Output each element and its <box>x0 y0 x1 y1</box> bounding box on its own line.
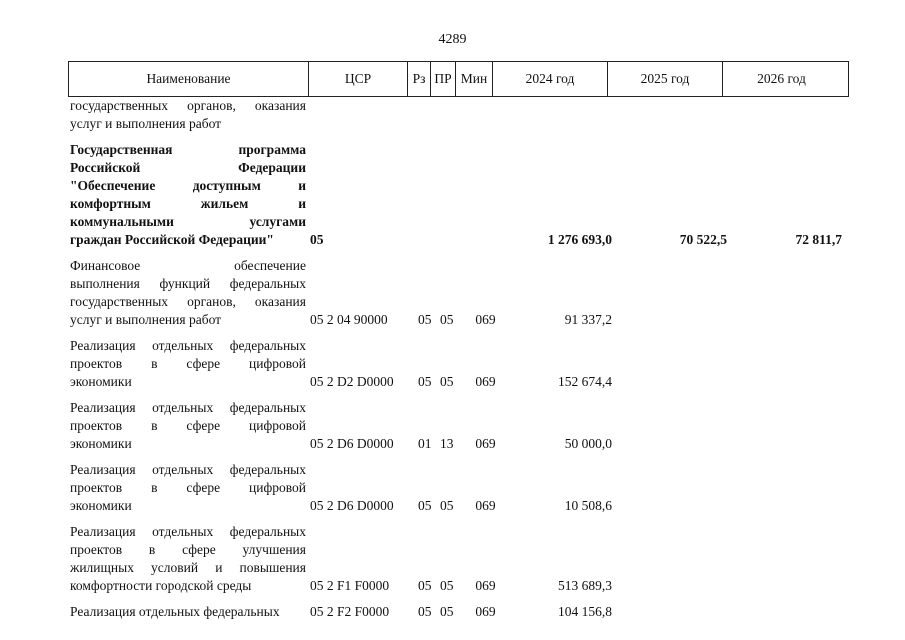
page-number: 4289 <box>438 32 467 47</box>
header-pr: ПР <box>431 62 456 96</box>
row-csr: 05 2 D6 D0000 <box>310 498 394 513</box>
row-name <box>68 141 308 249</box>
row-name-line: Финансовое обеспечение <box>70 258 306 273</box>
row-2024: 10 508,6 <box>564 498 612 513</box>
row-name-line: коммунальными услугами <box>70 214 306 229</box>
row-name-line: "Обеспечение доступным и <box>70 178 306 193</box>
row-rz: 05 <box>418 498 432 513</box>
row-name-line: Реализация отдельных федеральных <box>70 524 306 539</box>
row-name-line: жилищных условий и повышения <box>70 560 306 575</box>
table-header <box>68 61 849 97</box>
row-csr: 05 <box>310 232 324 247</box>
row-min: 069 <box>475 578 496 593</box>
table-row <box>68 399 849 453</box>
row-name-line: государственных органов, оказания <box>70 98 306 113</box>
row-name-line: комфортности городской среды <box>70 578 252 593</box>
row-name-line: экономики <box>70 498 132 513</box>
row-csr: 05 2 D2 D0000 <box>310 374 394 389</box>
row-2024: 91 337,2 <box>564 312 612 327</box>
row-rz: 05 <box>418 312 432 327</box>
row-name-line: проектов в сфере улучшения <box>70 542 306 557</box>
table-row <box>68 523 849 595</box>
row-name-line: Реализация отдельных федеральных <box>70 400 306 415</box>
row-name-line: Российской Федерации <box>70 160 306 175</box>
row-name-line: Государственная программа <box>70 142 306 157</box>
row-name-line: Реализация отдельных федеральных <box>70 604 280 619</box>
row-2024: 104 156,8 <box>558 604 612 619</box>
row-min: 069 <box>475 312 496 327</box>
row-min: 069 <box>475 604 496 619</box>
row-csr: 05 2 F2 F0000 <box>310 604 390 619</box>
row-name-line: Реализация отдельных федеральных <box>70 462 306 477</box>
row-rz: 05 <box>418 374 432 389</box>
row-min: 069 <box>475 498 496 513</box>
table-body <box>68 97 849 629</box>
row-csr: 05 2 D6 D0000 <box>310 436 394 451</box>
row-name-line: услуг и выполнения работ <box>70 312 222 327</box>
row-pr: 05 <box>440 498 454 513</box>
row-name <box>68 337 308 391</box>
table-row <box>68 461 849 515</box>
row-name-line: проектов в сфере цифровой <box>70 480 306 495</box>
row-2025: 70 522,5 <box>679 232 727 247</box>
header-name: Наименование <box>69 62 309 96</box>
row-name-line: комфортным жильем и <box>70 196 306 211</box>
row-name-line: Реализация отдельных федеральных <box>70 338 306 353</box>
table-row <box>68 257 849 329</box>
row-name-line: проектов в сфере цифровой <box>70 418 306 433</box>
row-min: 069 <box>475 436 496 451</box>
row-rz: 05 <box>418 578 432 593</box>
row-name <box>68 523 308 595</box>
row-rz: 01 <box>418 436 432 451</box>
row-name-line: экономики <box>70 374 132 389</box>
header-2025: 2025 год <box>608 62 723 96</box>
header-rz: Рз <box>408 62 431 96</box>
table-row <box>68 141 849 249</box>
row-name-line: экономики <box>70 436 132 451</box>
row-name-line: граждан Российской Федерации" <box>70 232 274 247</box>
row-name <box>68 461 308 515</box>
row-2024: 513 689,3 <box>558 578 612 593</box>
row-name <box>68 257 308 329</box>
row-pr: 05 <box>440 604 454 619</box>
row-name-line: государственных органов, оказания <box>70 294 306 309</box>
row-2024: 1 276 693,0 <box>547 232 612 247</box>
row-name <box>68 399 308 453</box>
row-2024: 50 000,0 <box>564 436 612 451</box>
header-csr: ЦСР <box>309 62 408 96</box>
table-row <box>68 337 849 391</box>
row-pr: 05 <box>440 374 454 389</box>
row-2026: 72 811,7 <box>795 232 842 247</box>
row-name-line: проектов в сфере цифровой <box>70 356 306 371</box>
row-name <box>68 97 308 133</box>
row-csr: 05 2 F1 F0000 <box>310 578 390 593</box>
row-rz: 05 <box>418 604 432 619</box>
row-name-line: услуг и выполнения работ <box>70 116 222 131</box>
row-csr: 05 2 04 90000 <box>310 312 388 327</box>
row-name <box>68 603 308 621</box>
row-pr: 05 <box>440 312 454 327</box>
header-min: Мин <box>456 62 493 96</box>
row-2024: 152 674,4 <box>558 374 612 389</box>
row-pr: 13 <box>440 436 454 451</box>
table-row <box>68 97 849 133</box>
row-min: 069 <box>475 374 496 389</box>
header-2024: 2024 год <box>493 62 608 96</box>
table-row <box>68 603 849 621</box>
row-name-line: выполнения функций федеральных <box>70 276 306 291</box>
header-2026: 2026 год <box>757 71 806 86</box>
row-pr: 05 <box>440 578 454 593</box>
